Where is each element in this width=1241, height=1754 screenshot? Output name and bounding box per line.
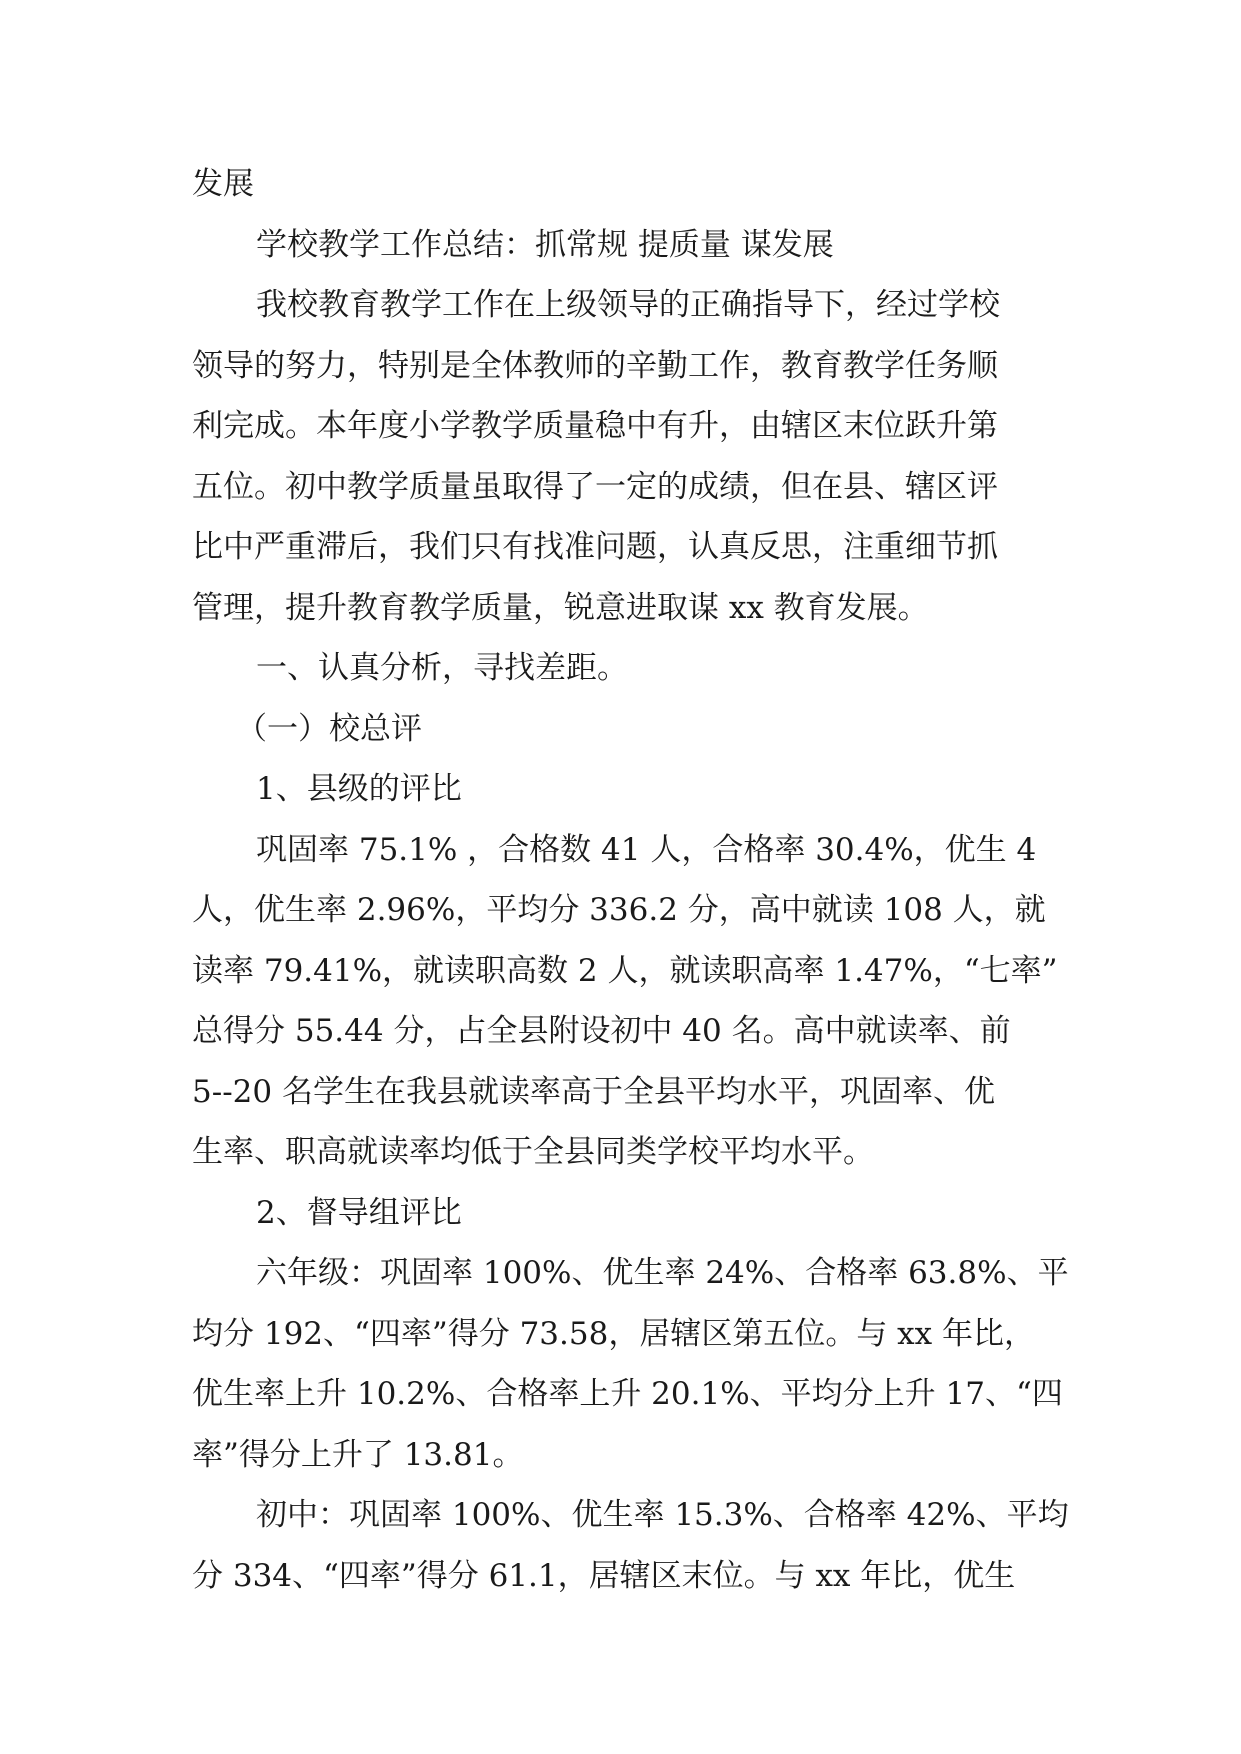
paragraph-line: 优生率上升 10.2%、合格率上升 20.1%、平均分上升 17、“四 (192, 1376, 1063, 1412)
subsection-heading: 1、县级的评比 (256, 771, 462, 807)
subsection-heading: （一）校总评 (236, 710, 422, 747)
paragraph-line: 分 334、“四率”得分 61.1，居辖区末位。与 xx 年比，优生 (192, 1557, 1016, 1594)
paragraph-line: 5--20 名学生在我县就读率高于全县平均水平，巩固率、优 (192, 1073, 995, 1110)
text-line: 发展 (192, 166, 254, 202)
paragraph-line: 率”得分上升了 13.81。 (192, 1436, 524, 1473)
section-heading: 一、认真分析，寻找差距。 (256, 650, 628, 686)
paragraph-line: 我校教育教学工作在上级领导的正确指导下，经过学校 (256, 287, 1000, 323)
subsection-heading: 2、督导组评比 (256, 1194, 462, 1231)
paragraph-line: 读率 79.41%，就读职高数 2 人，就读职高率 1.47%，“七率” (192, 952, 1058, 989)
document-title-line: 学校教学工作总结：抓常规 提质量 谋发展 (256, 226, 834, 263)
paragraph-line: 人，优生率 2.96%，平均分 336.2 分，高中就读 108 人，就 (192, 892, 1046, 928)
paragraph-line: 巩固率 75.1% ，合格数 41 人，合格率 30.4%，优生 4 (256, 831, 1037, 868)
paragraph-line: 五位。初中教学质量虽取得了一定的成绩，但在县、辖区评 (192, 468, 998, 505)
paragraph-line: 六年级：巩固率 100%、优生率 24%、合格率 63.8%、平 (256, 1255, 1069, 1291)
paragraph-line: 领导的努力，特别是全体教师的辛勤工作，教育教学任务顺 (192, 347, 998, 384)
paragraph-line: 总得分 55.44 分，占全县附设初中 40 名。高中就读率、前 (192, 1013, 1011, 1049)
paragraph-line: 生率、职高就读率均低于全县同类学校平均水平。 (192, 1134, 874, 1170)
paragraph-line: 初中：巩固率 100%、优生率 15.3%、合格率 42%、平均 (256, 1497, 1069, 1533)
paragraph-line: 均分 192、“四率”得分 73.58，居辖区第五位。与 xx 年比， (192, 1315, 1035, 1352)
paragraph-line: 管理，提升教育教学质量，锐意进取谋 xx 教育发展。 (192, 589, 929, 626)
document-body (192, 154, 1069, 1606)
paragraph-line: 利完成。本年度小学教学质量稳中有升，由辖区末位跃升第 (192, 408, 998, 444)
paragraph-line: 比中严重滞后，我们只有找准问题，认真反思，注重细节抓 (192, 529, 998, 565)
